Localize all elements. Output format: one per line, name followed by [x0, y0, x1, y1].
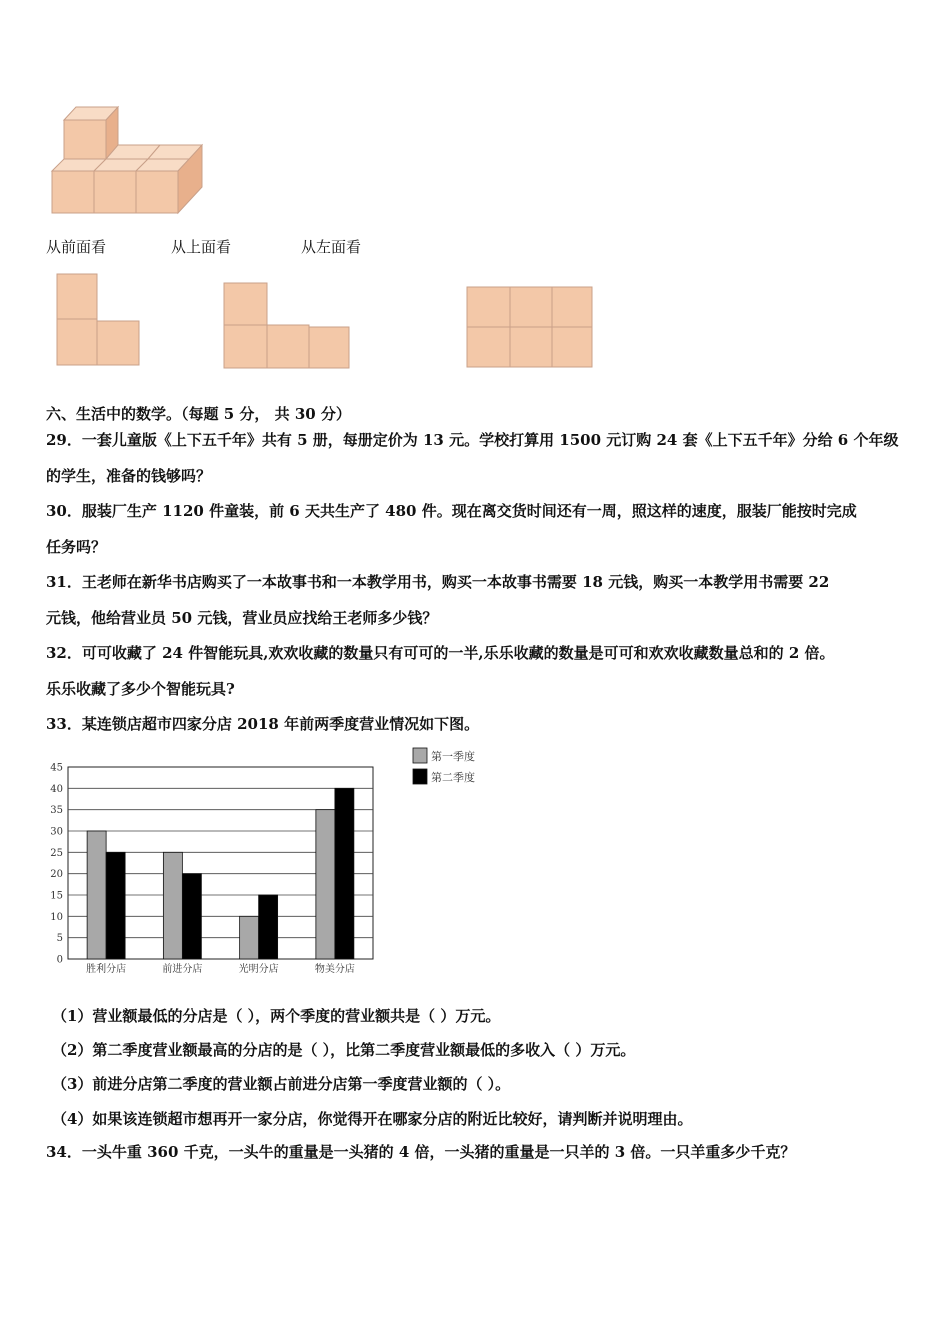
left-view-label: 从左面看 [301, 238, 362, 256]
view-square [57, 274, 97, 319]
bar [240, 916, 259, 959]
view-square [552, 327, 592, 367]
y-tick-label: 5 [56, 933, 63, 945]
question-33-part-2: （2）第二季度营业额最高的分店的是（ ），比第二季度营业额最低的多收入（ ）万元。 [52, 1041, 636, 1059]
y-tick-label: 30 [50, 826, 63, 838]
question-31-line-1: 31．王老师在新华书店购买了一本故事书和一本教学用书，购买一本故事书需要 18 元钱，购买一本教学用书需要 22 [46, 573, 830, 591]
x-category-label: 光明分店 [238, 964, 279, 975]
view-square [467, 327, 510, 367]
y-tick-label: 20 [50, 869, 63, 881]
top-view-figure [222, 282, 352, 370]
y-tick-label: 25 [50, 847, 63, 859]
y-tick-label: 45 [50, 762, 63, 774]
view-square [510, 287, 552, 327]
view-square [267, 325, 309, 368]
bar [316, 810, 335, 959]
y-tick-label: 35 [50, 805, 63, 817]
legend-swatch [413, 769, 427, 784]
view-square [224, 325, 267, 368]
view-square [510, 327, 552, 367]
question-32-line-1: 32．可可收藏了 24 件智能玩具,欢欢收藏的数量只有可可的一半,乐乐收藏的数量是可可和欢欢收藏数量总和的 2 倍。 [46, 644, 835, 662]
view-square [309, 327, 349, 368]
y-tick-label: 15 [50, 890, 63, 902]
cube-stack-figure [50, 105, 205, 217]
cube-front-face [64, 120, 106, 159]
bar [87, 831, 106, 959]
bar [335, 788, 354, 959]
bar [106, 852, 125, 959]
front-view-figure [56, 273, 142, 367]
question-33-part-1: （1）营业额最低的分店是（ ），两个季度的营业额共是（ ）万元。 [52, 1007, 501, 1025]
bar [259, 895, 278, 959]
view-square [97, 321, 139, 365]
cube-front-face [52, 171, 94, 213]
y-tick-label: 40 [50, 783, 63, 795]
question-32-line-2: 乐乐收藏了多少个智能玩具? [46, 680, 235, 698]
view-square [57, 319, 97, 365]
question-29-line-2: 的学生，准备的钱够吗？ [46, 467, 212, 485]
x-category-label: 物美分店 [314, 964, 355, 975]
question-34: 34．一头牛重 360 千克，一头牛的重量是一头猪的 4 倍，一头猪的重量是一只羊的 3 倍。一只羊重多少千克？ [46, 1143, 796, 1161]
legend-label: 第二季度 [431, 771, 475, 784]
bar [182, 874, 201, 959]
x-category-label: 胜利分店 [86, 964, 127, 975]
bar [163, 852, 182, 959]
question-33: 33．某连锁店超市四家分店 2018 年前两季度营业情况如下图。 [46, 715, 480, 733]
section-title: 六、生活中的数学。（每题 5 分， 共 30 分） [46, 405, 351, 423]
cube-front-face [94, 171, 136, 213]
question-33-part-3: （3）前进分店第二季度的营业额占前进分店第一季度营业额的（ ）。 [52, 1075, 511, 1093]
view-square [467, 287, 510, 327]
y-tick-label: 0 [56, 954, 63, 966]
front-view-label: 从前面看 [46, 238, 107, 256]
left-view-figure [465, 285, 595, 369]
x-category-label: 前进分店 [162, 964, 203, 975]
view-square [552, 287, 592, 327]
question-30-line-1: 30．服装厂生产 1120 件童装，前 6 天共生产了 480 件。现在离交货时间还有一周，照这样的速度，服装厂能按时完成 [46, 502, 857, 520]
question-30-line-2: 任务吗？ [46, 538, 107, 556]
sales-bar-chart [40, 740, 500, 980]
view-square [224, 283, 267, 325]
question-33-part-4: （4）如果该连锁超市想再开一家分店，你觉得开在哪家分店的附近比较好，请判断并说明理由。 [52, 1110, 693, 1128]
legend-label: 第一季度 [431, 750, 475, 763]
legend-swatch [413, 748, 427, 763]
cube-front-face [136, 171, 178, 213]
question-31-line-2: 元钱，他给营业员 50 元钱，营业员应找给王老师多少钱？ [46, 609, 438, 627]
y-tick-label: 10 [50, 911, 63, 923]
top-view-label: 从上面看 [171, 238, 232, 256]
question-29-line-1: 29．一套儿童版《上下五千年》共有 5 册，每册定价为 13 元。学校打算用 1500 元订购 24 套《上下五千年》分给 6 个年级 [46, 431, 899, 449]
